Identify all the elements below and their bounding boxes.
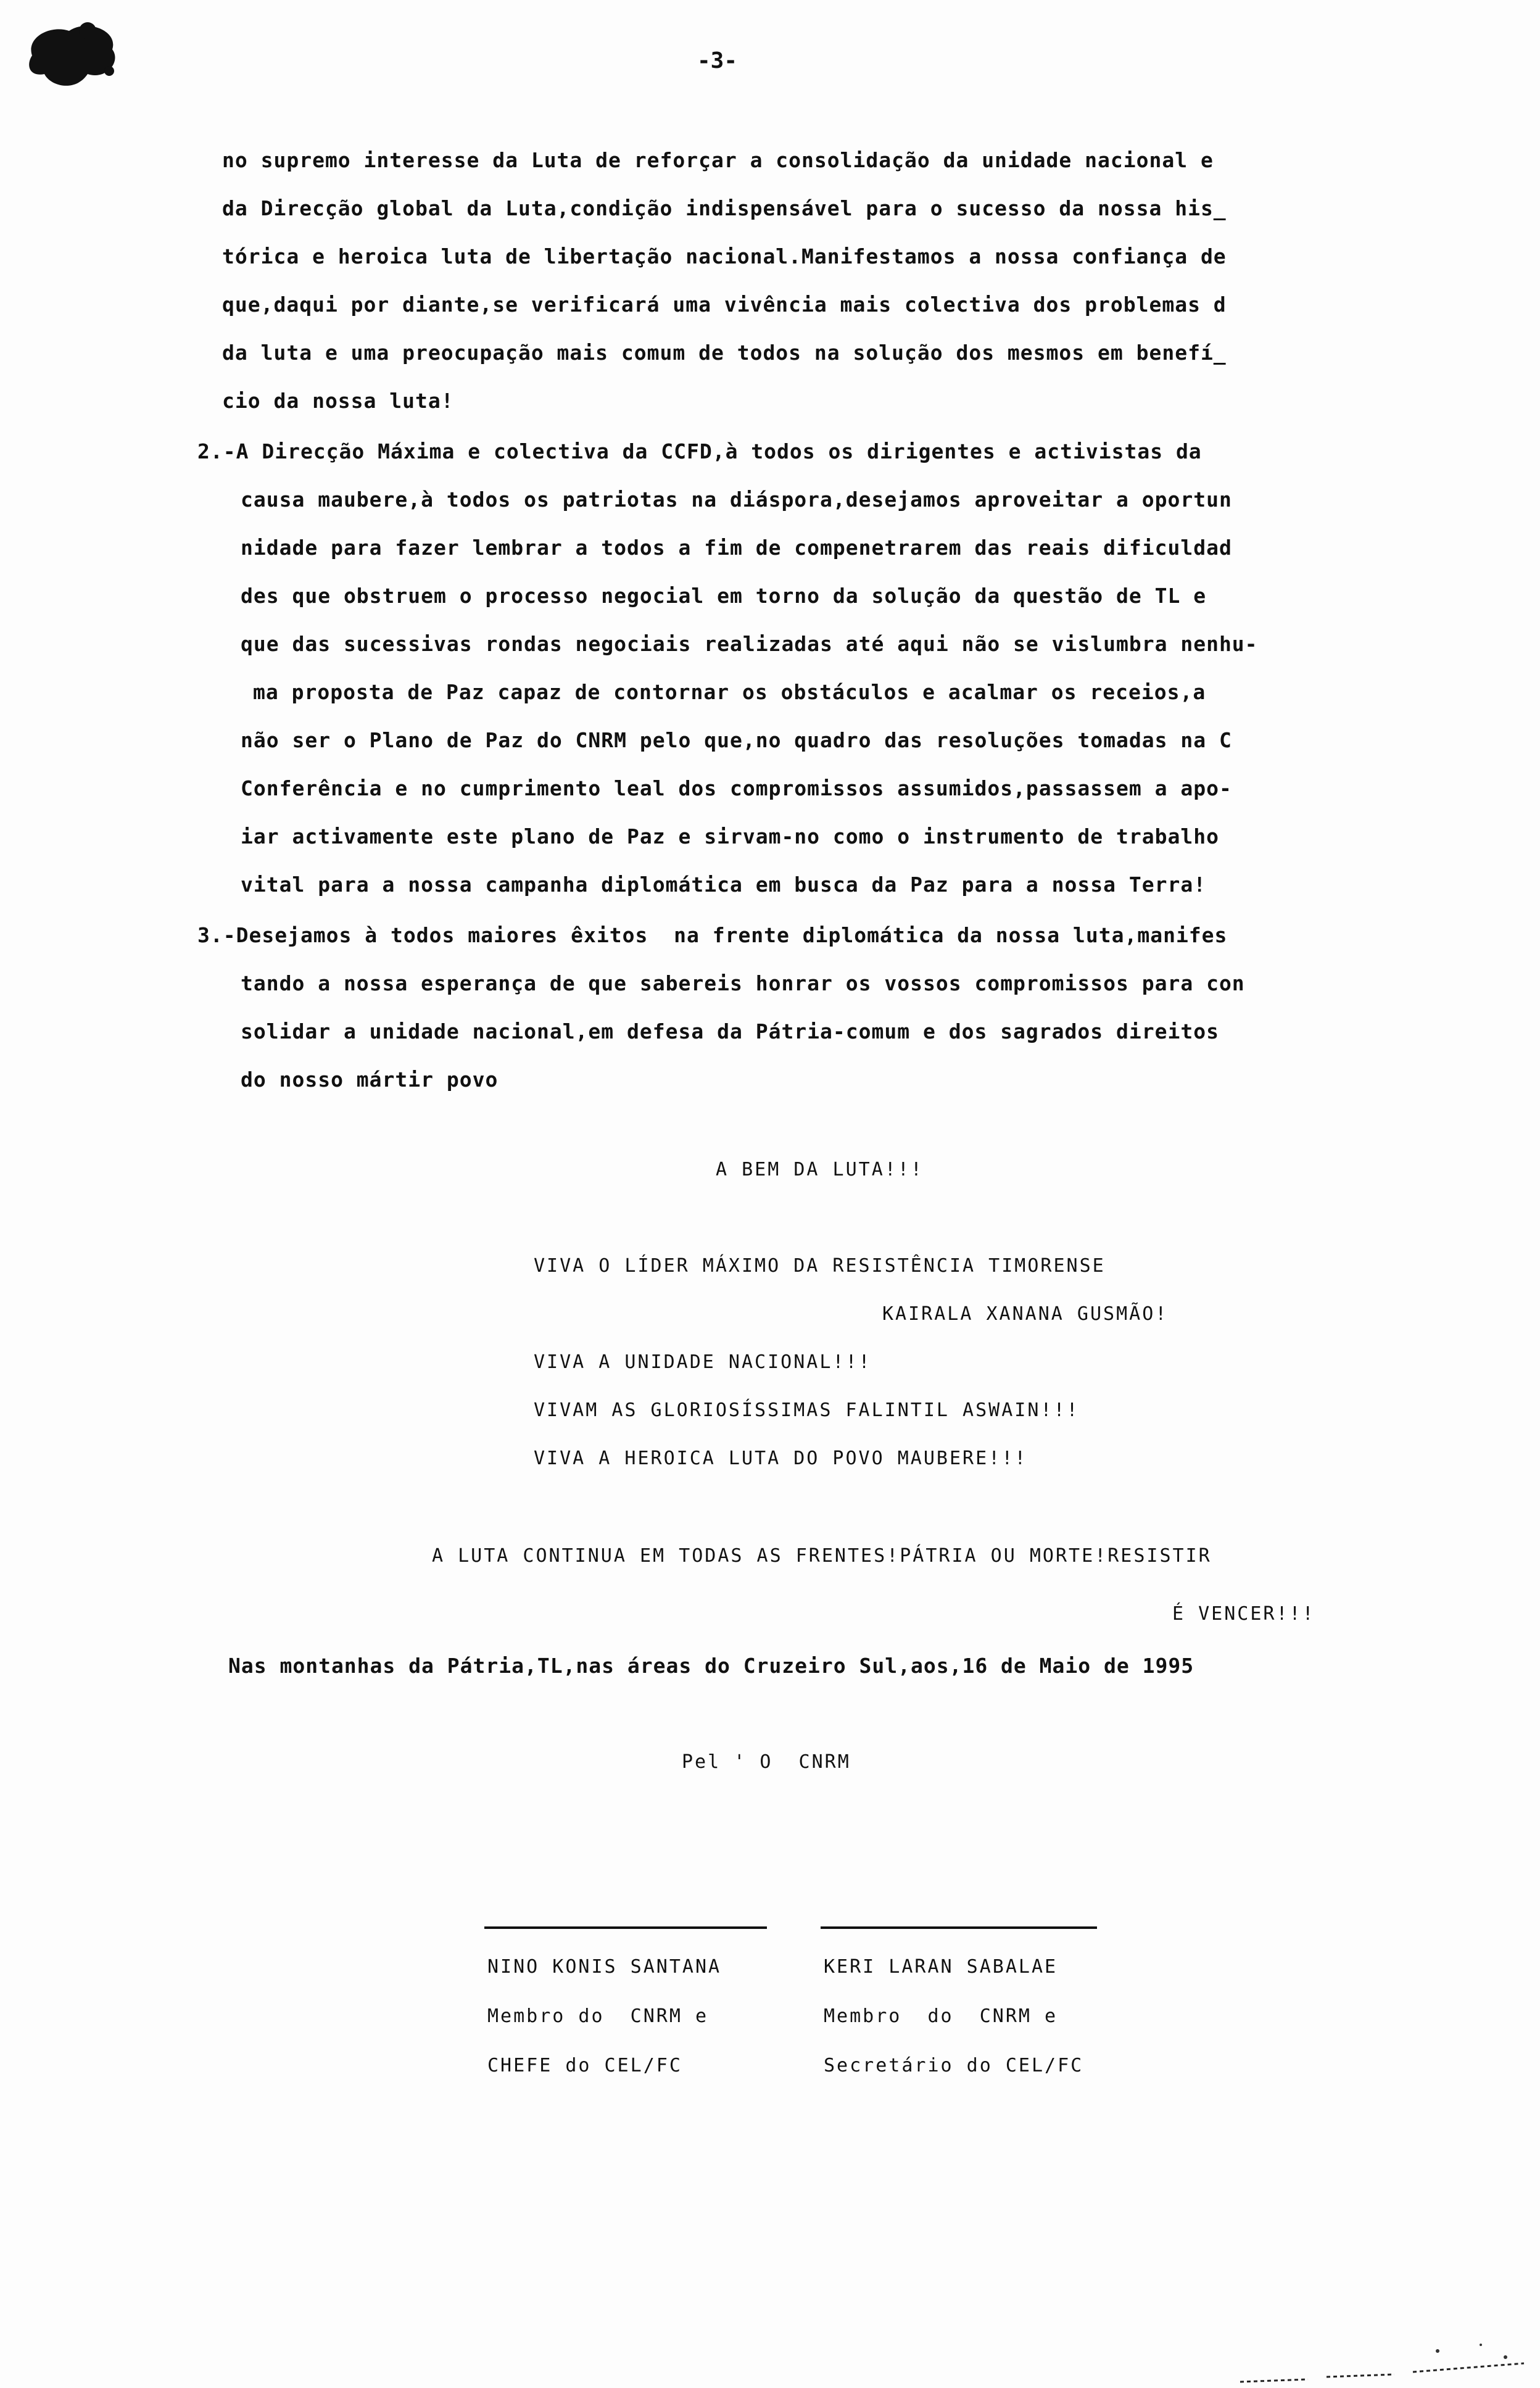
signatory-name: NINO KONIS SANTANA — [487, 1956, 722, 1978]
signatory-role: Membro do CNRM e — [824, 2005, 1058, 2027]
scan-noise-mark — [1234, 2326, 1530, 2388]
signatory-position: Secretário do CEL/FC — [824, 2055, 1084, 2076]
paragraph1-line: tórica e heroica luta de libertação nacional.Manifestamos a nossa confiança de — [222, 244, 1227, 268]
paragraph2-line: causa maubere,à todos os patriotas na diáspora,desejamos aproveitar a oportun — [241, 487, 1232, 512]
paragraph3-line: do nosso mártir povo — [241, 1068, 499, 1092]
paragraph1-line: cio da nossa luta! — [222, 389, 454, 413]
signatory-role: Membro do CNRM e — [487, 2005, 709, 2027]
paragraph2-line: vital para a nossa campanha diplomática em busca da Paz para a nossa Terra! — [241, 873, 1207, 897]
paragraph2-line: que das sucessivas rondas negociais realizadas até aqui não se vislumbra nenhu- — [241, 632, 1258, 656]
paragraph3-line: solidar a unidade nacional,em defesa da Pátria-comum e dos sagrados direitos — [241, 1019, 1219, 1043]
paragraph3-line: tando a nossa esperança de que sabereis honrar os vossos compromissos para con — [241, 971, 1245, 995]
paragraph3-line: 3.-Desejamos à todos maiores êxitos na frente diplomática da nossa luta,manifes — [197, 923, 1228, 947]
motto-line: A LUTA CONTINUA EM TODAS AS FRENTES!PÁTRIA OU MORTE!RESISTIR — [432, 1545, 1212, 1567]
signatory-position: CHEFE do CEL/FC — [487, 2055, 682, 2076]
signatory-name: KERI LARAN SABALAE — [824, 1956, 1058, 1978]
paragraph1-line: da Direcção global da Luta,condição indispensável para o sucesso da nossa his_ — [222, 196, 1227, 220]
paragraph1-line: da luta e uma preocupação mais comum de todos na solução dos mesmos em benefí_ — [222, 341, 1227, 365]
page-number: -3- — [697, 48, 738, 73]
paragraph1-line: que,daqui por diante,se verificará uma vivência mais colectiva dos problemas d — [222, 292, 1227, 317]
closing-line: A BEM DA LUTA!!! — [716, 1159, 924, 1180]
paragraph2-line: Conferência e no cumprimento leal dos compromissos assumidos,passassem a apo- — [241, 776, 1232, 800]
paragraph2-line: iar activamente este plano de Paz e sirvam-no como o instrumento de trabalho — [241, 824, 1219, 848]
paragraph2-line: nidade para fazer lembrar a todos a fim de compenetrarem das reais dificuldad — [241, 536, 1232, 560]
paragraph2-line: des que obstruem o processo negocial em torno da solução da questão de TL e — [241, 584, 1207, 608]
slogan: VIVA A HEROICA LUTA DO POVO MAUBERE!!! — [534, 1448, 1028, 1469]
by-line: Pel ' O CNRM — [682, 1751, 851, 1773]
place-date: Nas montanhas da Pátria,TL,nas áreas do Cruzeiro Sul,aos,16 de Maio de 1995 — [228, 1654, 1194, 1678]
signature-line-right — [821, 1926, 1097, 1929]
slogan: KAIRALA XANANA GUSMÃO! — [882, 1303, 1169, 1325]
slogan: VIVA A UNIDADE NACIONAL!!! — [534, 1351, 872, 1373]
ink-blot-mark — [14, 12, 125, 99]
signature-line-left — [484, 1926, 767, 1929]
paragraph2-line: ma proposta de Paz capaz de contornar os obstáculos e acalmar os receios,a — [253, 680, 1206, 704]
motto-line: É VENCER!!! — [1172, 1603, 1315, 1625]
paragraph2-line: não ser o Plano de Paz do CNRM pelo que,no quadro das resoluções tomadas na C — [241, 728, 1232, 752]
slogan: VIVA O LÍDER MÁXIMO DA RESISTÊNCIA TIMORENSE — [534, 1255, 1106, 1277]
paragraph2-line: 2.-A Direcção Máxima e colectiva da CCFD,à todos os dirigentes e activistas da — [197, 439, 1202, 463]
slogan: VIVAM AS GLORIOSÍSSIMAS FALINTIL ASWAIN!!! — [534, 1399, 1080, 1421]
paragraph1-line: no supremo interesse da Luta de reforçar a consolidação da unidade nacional e — [222, 148, 1214, 172]
